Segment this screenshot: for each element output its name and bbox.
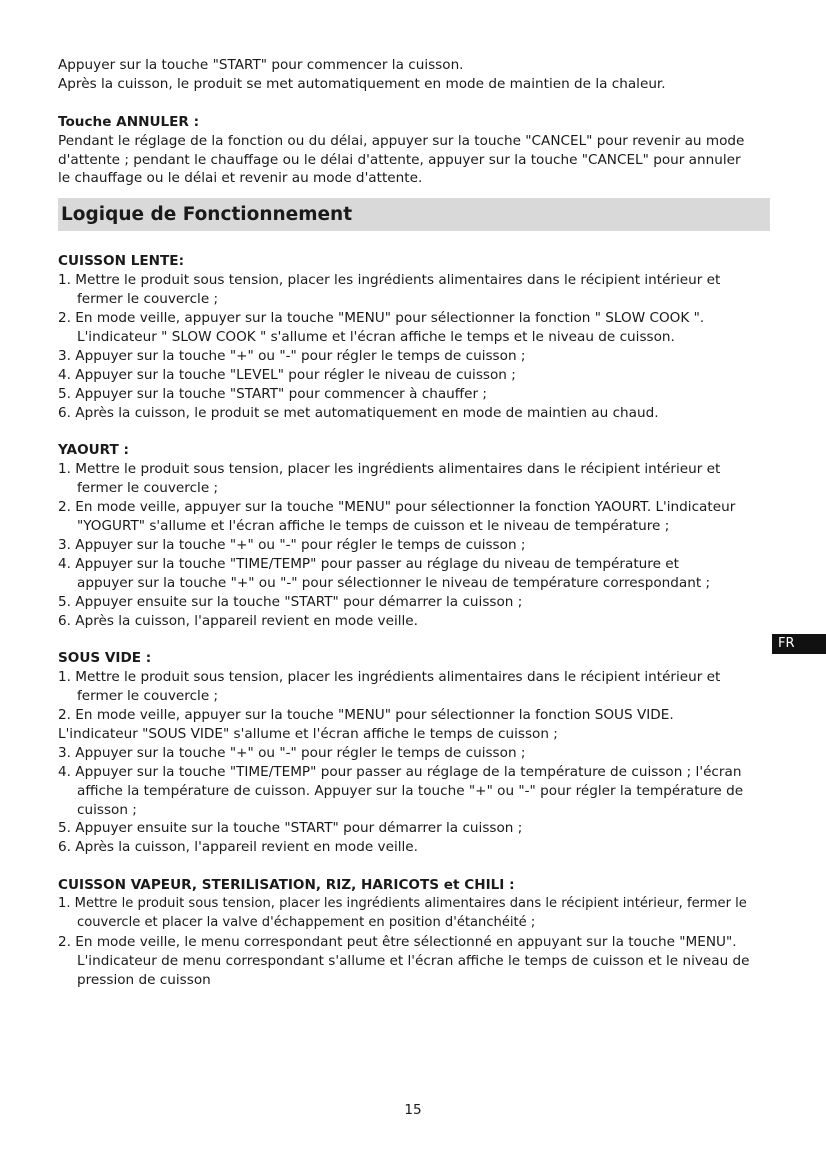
cancel-text: Pendant le réglage de la fonction ou du délai, appuyer sur la touche "CANCEL" pour revenir au mode d'attente ; pendant le chauffage ou le délai d'attente, appuyer sur la touche "CANCEL" pour annuler le chauffage ou le délai et revenir au mode d'attente.: [58, 132, 745, 187]
list-item: 1. Mettre le produit sous tension, placer les ingrédients alimentaires dans le récipient intérieur et fermer le couvercle ;: [58, 669, 721, 705]
sous-vide-heading: SOUS VIDE :: [58, 650, 152, 667]
vapeur-heading: CUISSON VAPEUR, STERILISATION, RIZ, HARICOTS et CHILI :: [58, 877, 515, 894]
list-item: 3. Appuyer sur la touche "+" ou "-" pour régler le temps de cuisson ;: [58, 536, 526, 553]
list-item: 2. En mode veille, appuyer sur la touche "MENU" pour sélectionner la fonction " SLOW COOK ". L'indicateur " SLOW COOK " s'allume et l'écran affiche le temps et le niveau de cuisson.: [58, 310, 705, 345]
cancel-heading: Touche ANNULER :: [58, 113, 200, 130]
list-item: 4. Appuyer sur la touche "TIME/TEMP" pour passer au réglage du niveau de température et appuyer sur la touche "+" ou "-" pour sélectionner le niveau de température correspondant ;: [58, 555, 711, 591]
sous-vide-note: L'indicateur "SOUS VIDE" s'allume et l'écran affiche le temps de cuisson ;: [58, 725, 558, 742]
list-item: 6. Après la cuisson, le produit se met automatiquement en mode de maintien au chaud.: [58, 404, 659, 421]
list-item: 2. En mode veille, le menu correspondant peut être sélectionné en appuyant sur la touche "MENU". L'indicateur de menu correspondant s'allume et l'écran affiche le temps de cuisson et le niveau de pression de cuisson: [58, 933, 750, 988]
language-tab: FR: [772, 634, 826, 654]
list-item: 4. Appuyer sur la touche "TIME/TEMP" pour passer au réglage de la température de cuisson ; l'écran affiche la température de cuisson. Appuyer sur la touche "+" ou "-" pour régler la température de cuisson ;: [58, 763, 744, 818]
list-item: 5. Appuyer sur la touche "START" pour commencer à chauffer ;: [58, 385, 487, 402]
list-item: 3. Appuyer sur la touche "+" ou "-" pour régler le temps de cuisson ;: [58, 347, 526, 364]
section-header-band: [58, 198, 770, 231]
list-item: 6. Après la cuisson, l'appareil revient en mode veille.: [58, 612, 418, 629]
list-item: 1. Mettre le produit sous tension, placer les ingrédients alimentaires dans le récipient intérieur et fermer le couvercle ;: [58, 461, 721, 497]
list-item: 3. Appuyer sur la touche "+" ou "-" pour régler le temps de cuisson ;: [58, 744, 526, 761]
slow-cook-heading: CUISSON LENTE:: [58, 253, 185, 270]
document-body: [58, 56, 770, 990]
list-item: 5. Appuyer ensuite sur la touche "START" pour démarrer la cuisson ;: [58, 593, 523, 610]
list-item: 4. Appuyer sur la touche "LEVEL" pour régler le niveau de cuisson ;: [58, 366, 516, 383]
intro-line-1: Appuyer sur la touche "START" pour commencer la cuisson.: [58, 57, 464, 73]
intro-line-2: Après la cuisson, le produit se met automatiquement en mode de maintien de la chaleur.: [58, 75, 666, 92]
list-item: 6. Après la cuisson, l'appareil revient en mode veille.: [58, 839, 418, 856]
section-title: Logique de Fonctionnement: [61, 204, 353, 226]
list-item: 1. Mettre le produit sous tension, placer les ingrédients alimentaires dans le récipient intérieur et fermer le couvercle ;: [58, 272, 721, 308]
list-item: 5. Appuyer ensuite sur la touche "START" pour démarrer la cuisson ;: [58, 820, 523, 837]
list-item: 1. Mettre le produit sous tension, placer les ingrédients alimentaires dans le récipient intérieur, fermer le couvercle et placer la valve d'échappement en position d'étanchéité ;: [58, 896, 747, 930]
list-item: 2. En mode veille, appuyer sur la touche "MENU" pour sélectionner la fonction YAOURT. L'indicateur "YOGURT" s'allume et l'écran affiche le temps de cuisson et le niveau de température ;: [58, 499, 736, 534]
yaourt-heading: YAOURT :: [58, 442, 129, 459]
page-number: 15: [404, 1102, 422, 1118]
list-item: 2. En mode veille, appuyer sur la touche "MENU" pour sélectionner la fonction SOUS VIDE.: [58, 707, 674, 724]
